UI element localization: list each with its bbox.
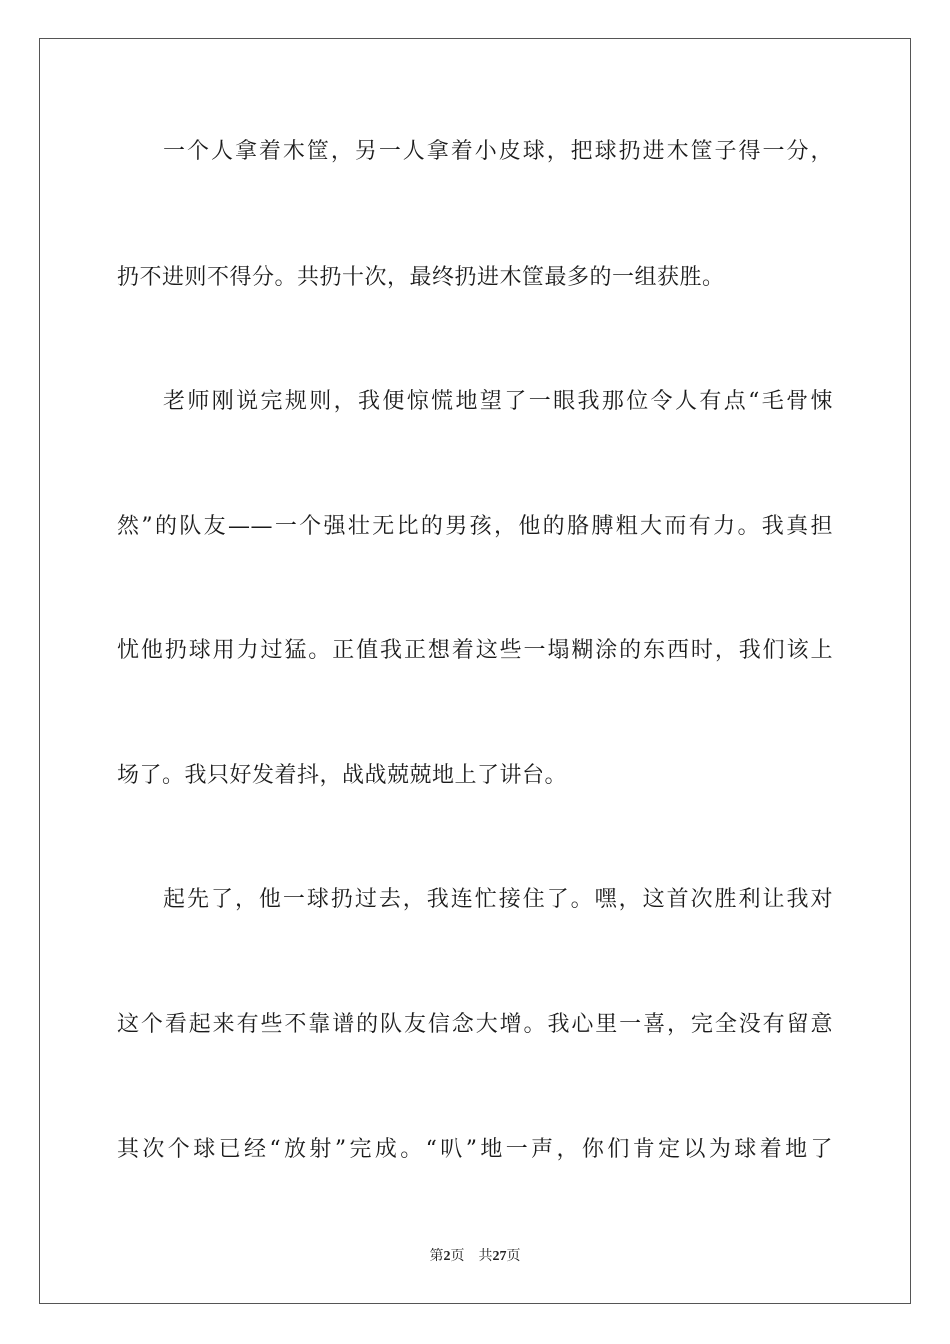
- text-line: 扔不进则不得分。共扔十次，最终扔进木筐最多的一组获胜。: [117, 265, 725, 290]
- text-line: 忧他扔球用力过猛。正值我正想着这些一塌糊涂的东西时，我们该上: [117, 638, 833, 663]
- page-footer: [0, 1246, 950, 1267]
- total-pages: 27: [492, 1249, 507, 1264]
- page-border: [39, 38, 911, 1304]
- total-suffix: 页: [506, 1248, 521, 1264]
- text-line: 其次个球已经“放射”完成。“叭”地一声，你们肯定以为球着地了: [117, 1137, 833, 1162]
- page-suffix: 页: [450, 1248, 465, 1264]
- page-prefix: 第: [429, 1248, 444, 1264]
- page-number: 2: [443, 1249, 451, 1264]
- text-line: 然”的队友——一个强壮无比的男孩，他的胳膊粗大而有力。我真担: [117, 514, 833, 539]
- text-line: 一个人拿着木筐，另一人拿着小皮球，把球扔进木筐子得一分，: [163, 139, 833, 164]
- text-line: 这个看起来有些不靠谱的队友信念大增。我心里一喜，完全没有留意: [117, 1012, 833, 1037]
- text-line: 起先了，他一球扔过去，我连忙接住了。嘿，这首次胜利让我对: [163, 887, 833, 912]
- text-line: 老师刚说完规则，我便惊慌地望了一眼我那位令人有点“毛骨悚: [163, 389, 833, 414]
- total-prefix: 共: [478, 1248, 493, 1264]
- text-line: 场了。我只好发着抖，战战兢兢地上了讲台。: [117, 763, 568, 788]
